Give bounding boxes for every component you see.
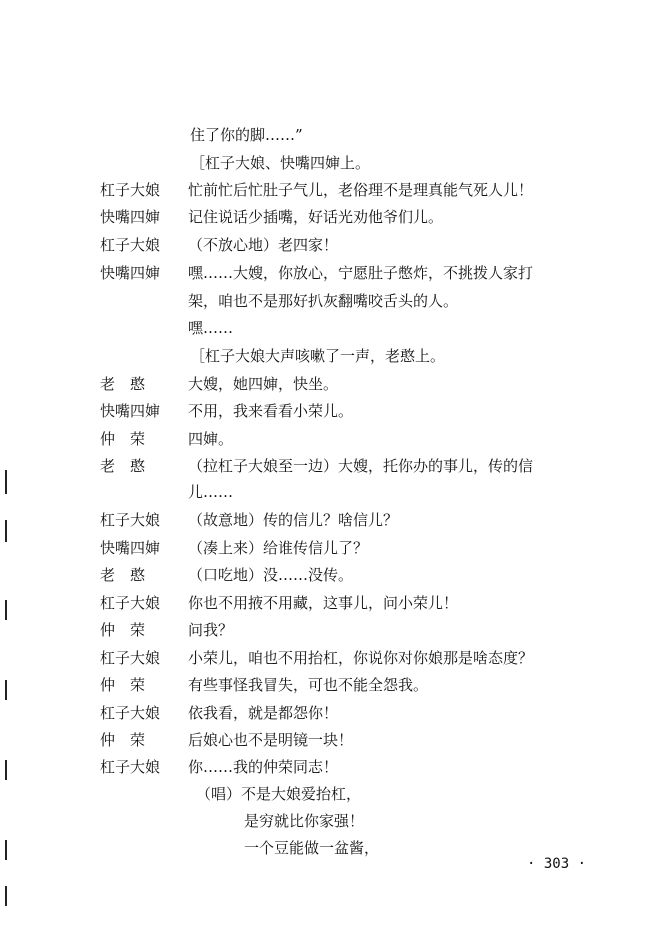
scan-edge-mark xyxy=(5,760,7,780)
stage-direction: ［杠子大娘大声咳嗽了一声，老憨上。 xyxy=(190,347,446,365)
scan-edge-mark xyxy=(5,470,7,494)
speaker-name: 快嘴四婶 xyxy=(100,539,161,557)
dialogue-text: 架，咱也不是那好扒灰翻嘴咬舌头的人。 xyxy=(188,292,459,310)
speaker-name: 仲 荣 xyxy=(100,430,146,448)
song-line: （唱）不是大娘爱抬杠， xyxy=(196,785,362,803)
scan-edge-mark xyxy=(5,520,7,542)
dialogue-text: 儿…… xyxy=(188,483,234,501)
speaker-name: 仲 荣 xyxy=(100,676,146,694)
dialogue-text: 四婶。 xyxy=(188,430,234,448)
dialogue-text: （不放心地）老四家！ xyxy=(188,236,339,254)
scan-edge-mark xyxy=(5,886,7,906)
speaker-name: 杠子大娘 xyxy=(100,181,161,199)
dialogue-text: （口吃地）没……没传。 xyxy=(188,566,354,584)
dialogue-text: （凑上来）给谁传信儿了？ xyxy=(188,539,369,557)
speaker-name: 老 憨 xyxy=(100,375,146,393)
speaker-name: 快嘴四婶 xyxy=(100,402,161,420)
stage-direction: ［杠子大娘、快嘴四婶上。 xyxy=(190,154,371,172)
dialogue-text: 问我？ xyxy=(188,621,234,639)
scan-edge-mark xyxy=(5,680,7,700)
speaker-name: 杠子大娘 xyxy=(100,236,161,254)
song-line: 是穷就比你家强！ xyxy=(244,812,365,830)
speaker-name: 杠子大娘 xyxy=(100,594,161,612)
speaker-name: 杠子大娘 xyxy=(100,511,161,529)
speaker-name: 快嘴四婶 xyxy=(100,264,161,282)
speaker-name: 仲 荣 xyxy=(100,621,146,639)
scan-edge-mark xyxy=(5,840,7,860)
dialogue-text: （故意地）传的信儿？啥信儿？ xyxy=(188,511,399,529)
speaker-name: 老 憨 xyxy=(100,457,146,475)
dialogue-text: 依我看，就是都怨你！ xyxy=(188,704,339,722)
speaker-name: 仲 荣 xyxy=(100,731,146,749)
speaker-name: 快嘴四婶 xyxy=(100,208,161,226)
scan-edge-mark xyxy=(5,600,7,620)
speaker-name: 老 憨 xyxy=(100,566,146,584)
speaker-name: 杠子大娘 xyxy=(100,758,161,776)
dialogue-text: 忙前忙后忙肚子气儿，老俗理不是理真能气死人儿！ xyxy=(188,181,534,199)
dialogue-text: 有些事怪我冒失，可也不能全怨我。 xyxy=(188,676,429,694)
dialogue-text: 不用，我来看看小荣儿。 xyxy=(188,402,354,420)
dialogue-text: 后娘心也不是明镜一块！ xyxy=(188,731,354,749)
dialogue-text: 嘿…… xyxy=(188,319,234,337)
dialogue-text: 记住说话少插嘴，好话光劝他爷们儿。 xyxy=(188,208,444,226)
dialogue-text: （拉杠子大娘至一边）大嫂，托你办的事儿，传的信 xyxy=(188,457,534,475)
dialogue-text: 你也不用掖不用藏，这事儿，问小荣儿！ xyxy=(188,594,459,612)
dialogue-text: 小荣儿，咱也不用抬杠，你说你对你娘那是啥态度？ xyxy=(188,649,534,667)
dialogue-text: 嘿……大嫂，你放心，宁愿肚子憋炸，不挑拨人家打 xyxy=(188,264,534,282)
dialogue-text: 你……我的仲荣同志！ xyxy=(188,758,339,776)
speaker-name: 杠子大娘 xyxy=(100,649,161,667)
dialogue-text: 大嫂，她四婶，快坐。 xyxy=(188,375,339,393)
page-number: · 303 · xyxy=(527,856,587,872)
song-line: 一个豆能做一盆酱， xyxy=(244,839,380,857)
speaker-name: 杠子大娘 xyxy=(100,704,161,722)
continuation-line: 住了你的脚……” xyxy=(190,126,303,144)
